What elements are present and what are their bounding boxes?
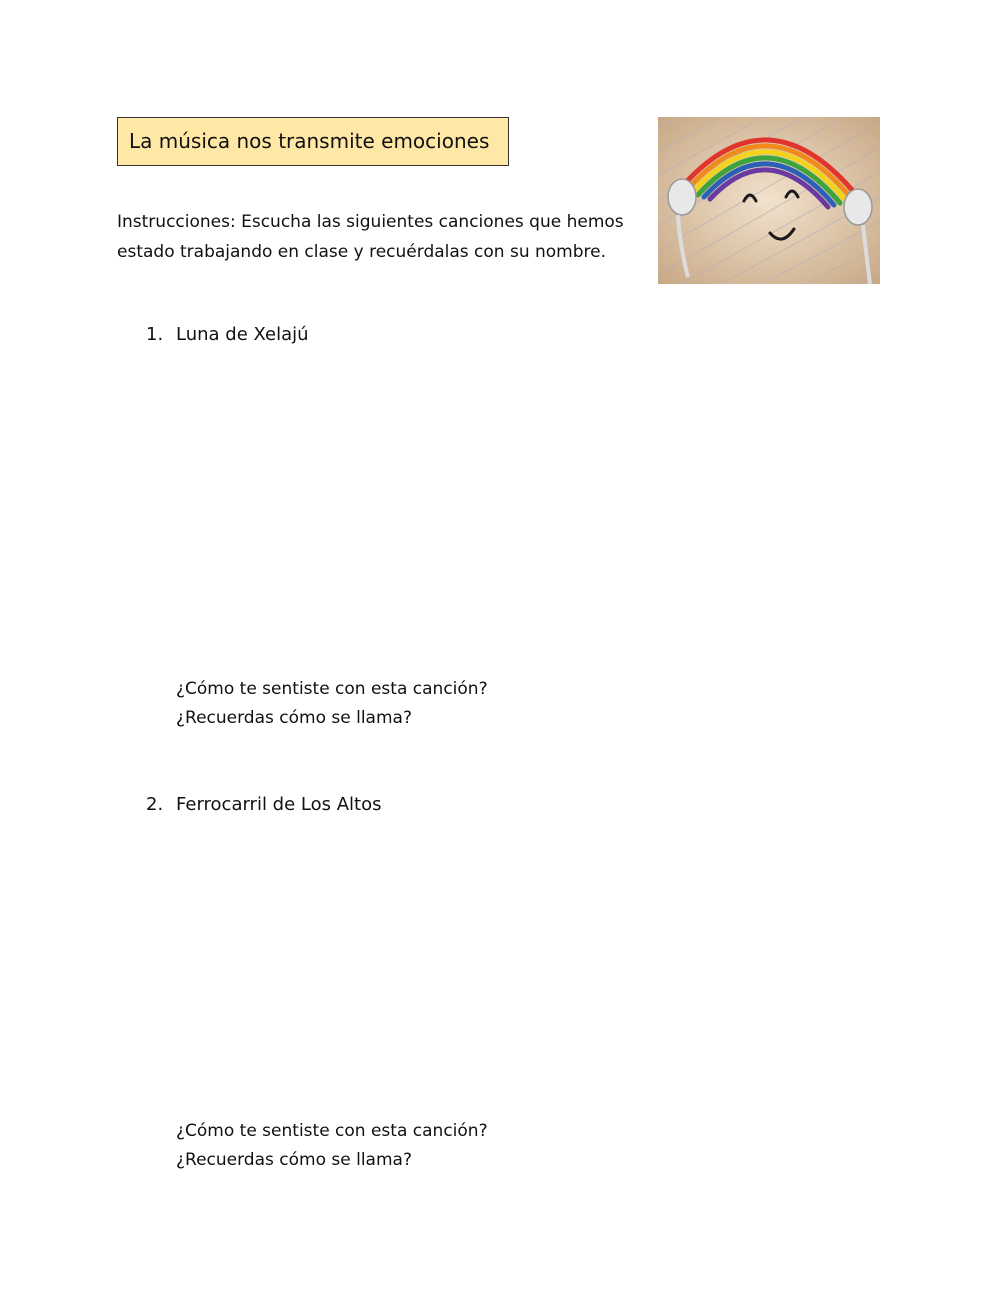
rainbow-headphones-icon <box>658 117 880 284</box>
question-name: ¿Recuerdas cómo se llama? <box>176 1150 412 1170</box>
song-item-2 <box>146 794 382 815</box>
song-number: 1. <box>146 324 164 345</box>
instructions-text <box>117 207 657 267</box>
song-name: Ferrocarril de Los Altos <box>176 794 382 815</box>
song-questions-1 <box>176 675 488 733</box>
song-item-1 <box>146 324 309 345</box>
question-name: ¿Recuerdas cómo se llama? <box>176 708 412 728</box>
song-name: Luna de Xelajú <box>176 324 309 345</box>
question-feeling: ¿Cómo te sentiste con esta canción? <box>176 679 488 699</box>
rainbow-headphones-image <box>658 117 880 284</box>
instructions-line-1: Instrucciones: Escucha las siguientes canciones que hemos <box>117 212 624 232</box>
question-feeling: ¿Cómo te sentiste con esta canción? <box>176 1121 488 1141</box>
instructions-line-2: estado trabajando en clase y recuérdalas con su nombre. <box>117 242 607 262</box>
worksheet-title: La música nos transmite emociones <box>117 117 509 166</box>
song-questions-2 <box>176 1117 488 1175</box>
song-number: 2. <box>146 794 164 815</box>
